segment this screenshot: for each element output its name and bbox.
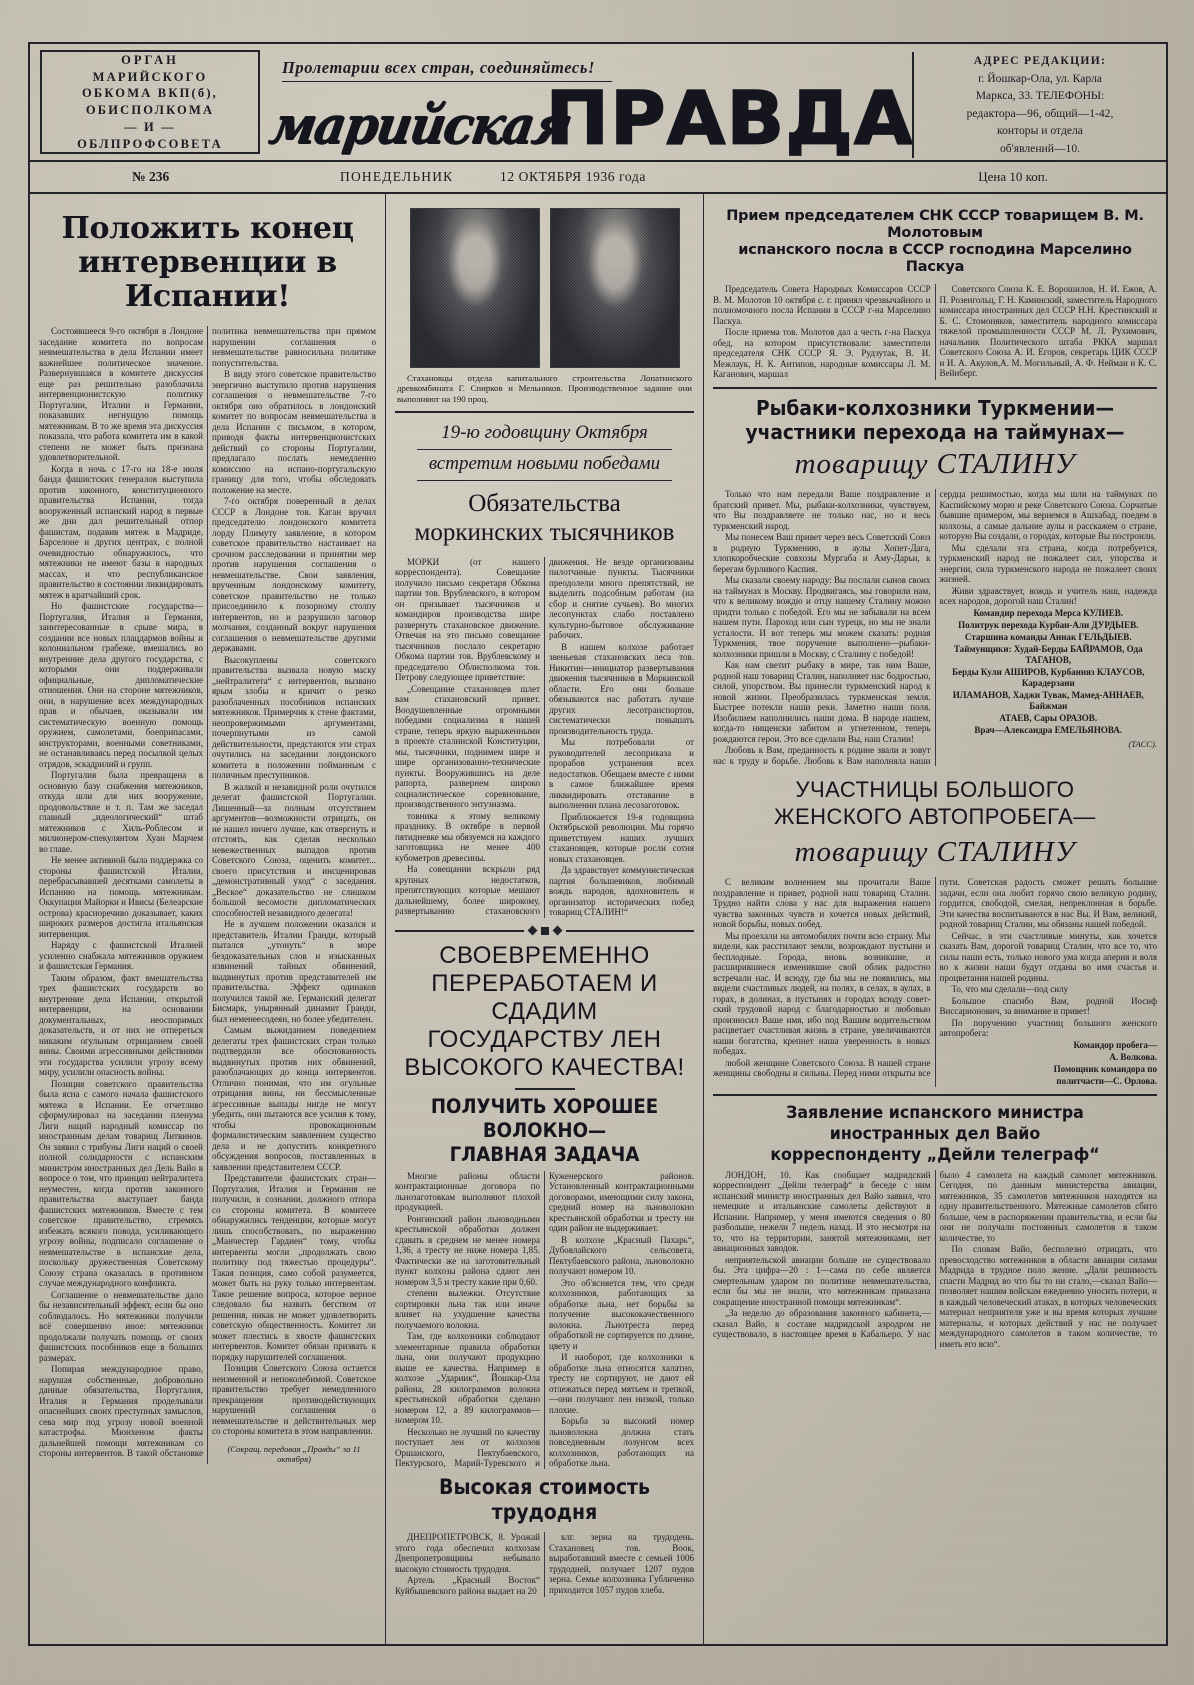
masthead bbox=[30, 44, 1166, 162]
autoprobeg-article-body bbox=[713, 877, 1157, 1087]
paragraph: В нашем колхозе работает звеньевая стахановских леса тов. Никитин—инициатор развертывания движения тысячников в Моркинской области. Его они больше обязываются нас работать лучше других лесотранспортов, систематически повышать производительность труда. bbox=[549, 641, 694, 736]
paragraph: „Совещание стахановцев шлет вам стахановский привет. Воодушевленные огромными победами социализма в нашей стране, теперь яркую выраженными в проекте сталинской Конституции, мы, тысячники, поднимем шире и шире организованно-технические пункты. Вооружившись на деле рапорта, развернем широко социалистическое соревнование, производственного энтузиазма. bbox=[395, 683, 540, 810]
vayo-statement-headline: Заявление испанского министра иностранных дел Вайо корреспонденту „Дейли телеграф“ bbox=[770, 1102, 1100, 1165]
paragraph: То, что мы сделали—под силу bbox=[951, 984, 1069, 994]
trudoden-article-body bbox=[395, 1532, 694, 1597]
flax-subheadline: ПОЛУЧИТЬ ХОРОШЕЕ ВОЛОКНО— ГЛАВНАЯ ЗАДАЧА bbox=[430, 1094, 659, 1166]
price: Цена 10 коп. bbox=[978, 169, 1048, 184]
paragraph: Соглашение о невмешательстве дало бы независительный эффект, если бы оно соблюдалось. Но мятежники получили всё совершенно иное: мятежники продолжали получать помощь от своих фашистских пособников еще в больших размерах. bbox=[39, 1289, 203, 1363]
october-kicker: 19-ю годовщину Октября bbox=[441, 421, 648, 443]
paragraph: Позиция Советского Союза остается неизменной и непоколебимой. Советское правительство требует немедленного прекращения противодействующих нарушений соглашения о невмешательстве и действительных мер со стороны комитета в этом направлении. bbox=[212, 1363, 376, 1436]
paragraph: Попирая международное право, нарушая собственные, добровольно данные обязательства, Португалия, Италия и Германия проделывали опаснейших своих преступных замыслов, сева мир под угрозу новой военной катастрофы. Мюнхеном факты дальнейшей помощи мятежникам со стороны интервентов. В такой обстановке политика невмешательства при прямом нарушении соглашения о невмешательстве равносильна политике попустительства. bbox=[39, 326, 376, 1458]
editorial-address-box bbox=[912, 52, 1156, 158]
trudoden-headline: Высокая стоимость трудодня bbox=[439, 1475, 650, 1525]
autoprobeg-stalin-dedication: товарищу СТАЛИНУ bbox=[794, 836, 1076, 868]
signature: ИЛАМАНОВ, Хаджи Тувак, Мамед-АННАЕВ, Байжман bbox=[952, 689, 1144, 711]
paragraph: В колхозе „Красный Пахарь“, Дубовлайского сельсовета, Пектубаевского района, льноволокно получают номером 10. bbox=[549, 1234, 694, 1277]
organ-line-1: ОРГАН bbox=[121, 52, 179, 67]
slogan: Пролетарии всех стран, соединяйтесь! bbox=[282, 58, 612, 82]
left-column bbox=[30, 194, 386, 1646]
newspaper-title bbox=[258, 74, 914, 162]
paragraph: Только что нам передали Ваше поздравление и братский привет. Мы, рыбаки-колхозники, чувствуем, что Вы поздравляете не только нас, но и весь туркменский народ. bbox=[713, 489, 931, 531]
signature: А. Волкова. bbox=[1109, 1051, 1157, 1062]
paragraph: Советского Союза К. Е. Ворошилов, Н. И. Ежов, А. П. Розенгольц, Г. Н. Каминский, заместитель Народного комиссара иностранных дел СССР Н.Н. Крестинский и Б. С. Стомоняков, заместитель народного комиссара тяжелой промышленности СССР М. Л. Рухимович, начальник Политического штаба РККА маршал Советского Союза А. И. Егоров, секретарь ЦИК СССР и И. А. Акулов,А. М. Могильный, А. Ф. Неймаи и К. С. Вейнберг. bbox=[939, 284, 1157, 378]
paragraph: Там, где колхозники соблюдают элементарные правила обработки льна, они получают продукцию выше ее качества. Например в колхозе „Удариик“, Йошкар-Ола района, 28 килограммов волокна крестьянской обработки сделано номером 12, а 89 килограммов—номером 10. bbox=[395, 1331, 540, 1426]
date-bar bbox=[30, 162, 1166, 194]
organ-line-4: ОБИСПОЛКОМА bbox=[85, 103, 215, 117]
paragraph: клг. зерна на трудодень. Стахановец тов. Воок, выработавший вместе с семьей 1006 трудодней, получает 1207 пудов зерна. Семье колхозника Губличенко приходится 1057 пудов хлеба. bbox=[549, 1532, 694, 1595]
paragraph: Несколько не лучший по качеству поступает лен от колхозов Оршанского, Пектубаевского, Пектурского, Марий-Турекского и Куженерского районов. Установленный контрактационными договорами, имеющими силу закона, средний номер на льноволокно крестьянской обработки и тресту ни один район не выдерживает. bbox=[395, 1170, 694, 1469]
signature: Берды Кули АШИРОВ, Курбанняз КЛАУСОВ, Карадерзани bbox=[952, 666, 1145, 688]
signature: Политрук перехода Курбан-Али ДУРДЫЕВ. bbox=[958, 619, 1139, 630]
ornament-divider bbox=[395, 927, 694, 935]
morki-headline: Обязательства моркинских тысячников bbox=[414, 489, 675, 546]
paragraph: любой женщине Советского Союза. В нашей стране женщины свободны и сильны. Перед ними открыты все пути. Советская радость сможет решать большие задачи, если она любит горячо свою великую родину, гордится, свободой, смелая, непреклонная в борьбе. Эти качества воспитываются в нас Вы. И Вам, великий, родной товарищ Сталин, мы обязаны нашей победой. bbox=[713, 877, 1157, 1078]
autoprobeg-headline: УЧАСТНИЦЫ БОЛЬШОГО ЖЕНСКОГО АВТОПРОБЕГА— bbox=[774, 777, 1096, 829]
divider bbox=[395, 411, 694, 413]
newspaper-sheet bbox=[28, 42, 1168, 1646]
turkmen-article-body bbox=[713, 489, 1157, 766]
paragraph: Большое спасибо Вам, родной Иосиф Виссарионович, за внимание и привет! bbox=[939, 995, 1157, 1016]
center-column bbox=[386, 194, 704, 1646]
paragraph: На совещании вскрыли ряд крупных недостатков, препятствующих которые мешают дальнейшему, более широкому, развертыванию стахановского движения. Не везде организованы пилотчиные пункты. Тысячники преодолели много препятствий, не выделить подсобным работам (на сбор и снятие сучьев). Во многих лесопунктах слабо поставлено культурно-бытовое обслуживание рабочих. bbox=[395, 556, 694, 917]
paragraph: Артель „Красный Восток“ Куйбышевского района выдает на 20 bbox=[395, 1575, 540, 1596]
vayo-article-body bbox=[713, 1170, 1157, 1350]
address-line-5: об'явлений—10. bbox=[999, 142, 1081, 156]
flax-banner-headline: СВОЕВРЕМЕННО ПЕРЕРАБОТАЕМ И СДАДИМ ГОСУДАРСТВУ ЛЕН ВЫСОКОГО КАЧЕСТВА! bbox=[404, 941, 685, 1081]
paragraph: Высокуплены советского правительства вызвала новую маску „нейтралитета“ с интервентов, вызвано ярым злобы и кричит о резко разоблаченных пособников испанских мятежников. Примерчик к стене фактами, неопровержимыми аргументами, почерпнутыми из самой действительности, предстаются эти страх очутились на заседании лондонского комитета в положении пойманным с поличным преступников. bbox=[212, 654, 376, 780]
paragraph: Приближается 19-я годовщина Октябрьской революции. Мы горячо приветствуем наших лучших стахановцев, которые росли сотня новых стахановцев. bbox=[549, 811, 694, 864]
paragraph: По поручению участниц большого женского автопробега: bbox=[939, 1017, 1157, 1038]
divider bbox=[417, 449, 672, 450]
article-source-note: (Сокращ. передовая „Правды“ за 11 октября) bbox=[227, 1443, 361, 1464]
paragraph: В виду этого советское правительство энергично выступило против нарушения соглашения о невмешательстве 7-го октября оно обратилось в лондонский комитет по вопросам невмешательства в дела Испании с письмом, в котором, приводя факты интервенционистских действий со стороны Португалии, предлагало послать немедленно комиссию на испано-португальскую границу для того, чтобы обследовать положение на месте. bbox=[212, 369, 376, 495]
paragraph: Многие районы области контрактационные договора по льнозаготовкам выполняют плохой продукцией. bbox=[395, 1170, 540, 1213]
signature: Помощник командора по bbox=[1053, 1063, 1157, 1074]
turkmen-fishermen-headline: Рыбаки-колхозники Туркмении— участники перехода на таймунах— bbox=[745, 396, 1125, 444]
flax-article-body bbox=[395, 1171, 694, 1470]
address-line-1: г. Йошкар-Ола, ул. Карла bbox=[978, 71, 1102, 85]
address-line-4: конторы и отдела bbox=[997, 124, 1083, 138]
paragraph: И наоборот, где колхозники к обработке льна относятся халатно, тресту не сортируют, не дают ей отлежаться перед мятьем и трепкой,—они получают лен низкой, только плохие. bbox=[549, 1352, 694, 1415]
molotov-reception-headline: Прием председателем СНК СССР товарищем В. М. Молотовым испанского посла в СССР господина Марселино Паскуа bbox=[726, 208, 1144, 275]
paragraph: 7-го октября поверенный в делах СССР в Лондоне тов. Каган вручил председателю лондонского комитета лорду Плимуту заявление, в котором советское правительство настаивает на срочном расследовании и принятии мер против нарушения соглашения о невмешательстве. Свои заявления, врученным лондонскому комитету, советское правительство не только присоединило к позорному столпу интервентов, но и разрушило заговор молчания, созданный вокруг нарушения соглашения о невмешательстве другими державами. bbox=[212, 496, 376, 653]
signature: Старшина команды Аннак ГЕЛЬДЫЕВ. bbox=[964, 631, 1132, 642]
paragraph: Позиция советского правительства была ясна с самого начала фашистского мятежа в Испании. Ее отчетливо сформулировал на заседании пленума Лиги наций народный комиссар по иностранным делам товарищ Литвинов. Он заявил с трибуны Лиги наций о своей полной солидарности с испанским министром иностранных дел Дель Вайо в вопросе о том, что принцип нейтралитета неуместен, когда против законного правительства выступает банда фашистских мятежников. Вместе с тем советское правительство, стремясь избежать всякого повода, усиливающего угрозу войны, подписало соглашение о невмешательстве в испанские дела, поскольку дружественная Советскому Союзу страна оказалась в противном случае международного конфликта. bbox=[39, 1078, 203, 1288]
right-column bbox=[704, 194, 1166, 1646]
divider bbox=[713, 1094, 1157, 1096]
photo-caption: Стахановцы отдела капитального строительства Лопатинского древкомбината Г. Спирков и Мельников. Производственное задание они выполняют на 190 проц. bbox=[397, 373, 692, 404]
paragraph: Когда в ночь с 17-го на 18-е июля банда фашистских генералов выступила против законного, конституционного правительства Испании, тогда вооруженный испанский народ в первые же дни дал решительный отпор фашистам, подавив мятеж в Мадриде, Барселоне и других центрах, с полной очевидностью обнаружилось, что мятежники не имеют базы в народных массах, и что республиканское правительство в состоянии ликвидировать мятеж в кратчайший срок. bbox=[39, 463, 203, 600]
paragraph: Не в лучшем положении оказался и представитель Италии Гранди, который пытался „утонуть“ в море бездоказательных слов и изысканных извинений тайных обвинений, выдвинутых против представителей им правительства. Эффект одинаков получился такой же. Германский делегат Бисмарк, унырянный динамит Гранди, был неменеесодеян, но более убедителен. bbox=[212, 919, 376, 1024]
molotov-article-body bbox=[713, 284, 1157, 380]
paragraph: Самым выжиданием поведением делегаты трех фашистских стран только подтвердили все обоснованность выдвинутых против них обвинений, разоблачающих до конца интервентов. Отлично понимая, что им огульные отрицания вины, ни бессмысленные агрессивные выпады нигде не могут убедить, они пытаются все усилия к тому, чтобы провокационным формалистическим заявлением существо дела и не допустить конкретного обсуждения вопросов, поставленных в заявлении представителем СССР. bbox=[212, 1025, 376, 1172]
paragraph: Живи здравствует, вождь и учитель наш, надежда всех народов, дорогой наш Сталин! bbox=[939, 585, 1157, 606]
organ-line-5: — И — bbox=[124, 119, 176, 134]
paragraph: ДНЕПРОПЕТРОВСК, 8. Урожай этого года обеспечил колхозам Днепропетровщины небывало высокую стоимость трудодня. bbox=[395, 1532, 540, 1574]
divider bbox=[713, 387, 1157, 389]
lead-headline: Положить конец интервенции в Испании! bbox=[61, 211, 354, 314]
paragraph: Мы сказали своему народу: Вы послали сынов своих на таймунах в Москву. Продвигаясь, мы говорили нам, что к великому вождю и отцу нашему Сталину можно придти только с победой. Его мы не забывали на всем нашем пути. Пароход или сын турецк, но мы не знали усталости. И вот теперь мы можем сказать: родная Туркмения, твое поручение выполнено—рыбаки-колхозники пришли в Москву, с Сталину с победой! bbox=[713, 575, 931, 659]
paragraph: Наряду с фашистской Италией усиленно снабжала мятежников оружием и фашистская Германия. bbox=[39, 940, 203, 971]
title-block-part: ПРАВДА bbox=[545, 74, 914, 162]
address-line-3: редактора—96, общий—1-42, bbox=[966, 106, 1114, 120]
organ-line-2: МАРИЙСКОГО bbox=[92, 69, 208, 84]
paragraph: Мы потребовали от руководителей лесоприказа и прорабов устранения всех недостатков. Обещаем вместе с ними в самое ближайшее время ликвидировать отставание в выполнении плана лесозаготовок. bbox=[549, 737, 694, 811]
paragraph: Мы проехали на автомобилях почти всю страну. Мы видели, как расстилают земли, возрождают пустыни и бесплодные. Города, вновь возникшие, и расширившиеся изменившие свой облик радостно встречали нас. И всюду, где бы мы не появились, мы видели счастливых людей, на полях, в селах, в аулах, в горах, в долинах, в пустынях и городах всюду совет-ский трудовой народ с благодарностью и любовью произносил Ваше имя, ибо под Вашим водительством расцветает счастливая жизнь в стране, увеличиваются наши богатства, крепнет наша уверенность в новых победах. bbox=[713, 930, 931, 1056]
paragraph: Сейчас, в эти счастливые минуты, как хочется сказать Вам, дорогой товарищ Сталин, что все то, что силы наши есть, только нового ума когда аперия и воля во к жизни наши будут отданы во имя счастья и процветания нашей родины. bbox=[939, 930, 1157, 983]
paragraph: Не менее активной была поддержка со стороны фашистской Италии, перебрасывавшей десятками самолеты в Испанию на помощь мятежникам. Оккупация Майорки и Ивисы (Белеарские острова) красноречиво доказывает, каких широких размеров достигла итальянская интервенция. bbox=[39, 855, 203, 939]
weekday: ПОНЕДЕЛЬНИК bbox=[340, 169, 454, 184]
title-script-part: марийская bbox=[265, 94, 575, 156]
paragraph: Председатель Совета Народных Комиссаров СССР В. М. Молотов 10 октября с. г. принял чрезвычайного и полномочного посла Испании в СССР г-на Марселино Паскуа. bbox=[713, 284, 931, 326]
signature: политчасти—С. Орлова. bbox=[1056, 1075, 1157, 1086]
paragraph: ЛОНДОН, 10. Как сообщает мадридский корреспондент „Дейли телеграф“ в беседе с ним испанский министр иностранных дел Вайо заявил, что немецкие и итальянские самолеты действуют в Испании. Например, у меня имеются сведения о 80 разбольше, нежели 7 недель назад. И это несмотря на то, что на территории, занятой мятежниками, нет авиационных заводов. bbox=[713, 1169, 931, 1253]
paragraph: Мы сделали эта страна, когда потребуется, туркменский народ не пожалеет сил, упорства и энергии, сила туркменского народа не пожалеет своих жизней. bbox=[939, 542, 1157, 584]
paragraph: Да здравствует коммунистическая партия большевиков, любимый вождь народов, вдохновитель и организатор исторических побед товарищ СТАЛИН!“ bbox=[549, 865, 694, 918]
news-agency-credit: (ТАСС). bbox=[1128, 738, 1157, 749]
paragraph: Но фашистские государства—Португалия, Италия и Германия, заинтересованные в срыве мира, в создании все новых плацдармов войны и колониальном грабеже, вмешались во внутренние дела другого государства, с которыми они поддерживали официальные, дипломатические отношения. Они на стороне мятежников, они, в нарушение всех международных прав и обычаев, оказывали им систематическую военную помощь оружием, самолетами, боеприпасами, инструкторами, военными советниками, не останавливаясь перед посылкой целых отрядов, эскадрилий и групп. bbox=[39, 601, 203, 769]
paragraph: Португалия была превращена в основную базу снабжения мятежников, откуда шли для них вооружение, продовольствие и т. п. Там же заседал главный „идеологический“ штаб мятежников с Хиль-Роблесом и милионером-спекулянтом Хуан Марчем во главе. bbox=[39, 770, 203, 854]
signature: АТАЕВ, Сары ОРАЗОВ. bbox=[999, 712, 1098, 723]
paragraph: Это об'ясняется тем, что среди колхозников, работающих за обработке льна, нет борьбы за получение высококачественного волокна. Льнотреста перед обработкой не сортируется по длине, цвету и bbox=[549, 1277, 694, 1351]
lead-article-body bbox=[39, 326, 376, 1464]
paragraph: Мы понесем Ваш привет через весь Советский Союз в родную Туркмению, в аулы Хопет-Дага, хлопкоробческие совхозы Мургаба и Аму-Дарьи, к берегам бурливого Каспия. bbox=[713, 532, 931, 574]
organ-line-6: ОБЛПРОФСОВЕТА bbox=[77, 136, 223, 151]
divider bbox=[515, 1088, 575, 1090]
paragraph: Ронгинский район льноводными крестьянской обработки должен сдавать в среднем не менее номера 1,36, а тресту не ниже номера 1,85. Фактически же на заготовительный пункт колхозы района сдают лен номером 3,5 и тресту какие при 0,60. bbox=[395, 1213, 540, 1287]
paragraph: Таким образом, факт вмешательства трех фашистских государств во внутренние дела Испании, открытой интервенции, на основании документальных, неоспоримых доказательств, и от них не отпереться никаким огульным отрицанием своей вины. Своими агрессивными действиями эти государства усилили угрозу всему миру, усилили опасность войны. bbox=[39, 972, 203, 1077]
paragraph: Как нам светит рыбаку в мире, так ним Ваше, родной наш товарищ Сталин, наполняет нас бодростью, силой, упорством. Вы принесли туркменский народ к новой жизни. Преобразилась туркменская земля. Быстрее потекли наши реки. Заметно наши поля. Изобилием наполнились наши дома. В народе нашем, когда-то нищенски забитом и угнетенном, теперь рождаются герои. Это все сделали Вы, наш Сталин! bbox=[713, 660, 931, 744]
october-kicker-line2: встретим новыми победами bbox=[428, 452, 661, 474]
paragraph: Представители фашистских стран—Португалия, Италия и Германия не получили, в сознании, должного отпора со стороны комитета. В комитете обнаружились тенденции, которые могут лишь способствовать, по выражению „Манчестер Гардиен“ тому, чтобы интервенты могли „продолжать свою политику под тяжестью процедуры“. Такая позиция, само собой разумеется, может быть на руку только интервентам. Такое решение вопроса, которое верное следовало бы назвать бегством от решения, никак не может удовлетворить советскую общественность. Комитет ли может плестись в хвосте фашистских интервентов. Комитет обязан призвать к порядку нарушителей соглашения. bbox=[212, 1173, 376, 1362]
address-title: АДРЕС РЕДАКЦИИ: bbox=[973, 54, 1107, 67]
signature: Командор пробега— bbox=[1073, 1039, 1157, 1050]
paragraph: После приема тов. Молотов дал а честь г-на Паскуа обед, на котором присутствовали: заместители председателя СНК СССР Я. Э. Рудзутак, В. И. Межлаук, Н. К. Антипов, народные комиссары Л. М. Каганович, маршал bbox=[713, 327, 931, 379]
organ-line-3: ОБКОМА ВКП(б), bbox=[81, 86, 219, 101]
paragraph: неприятельской авиации больше не существовало бы. Эта цифра—20 : 1—сама по себе является смертельным ударом по политике невмешательства, если бы мы не знали, что мятежникам приказана сокращение иностранной помощи мятежникам“. bbox=[713, 1254, 931, 1307]
paragraph: По словам Вайо, бесполезно отрицать, что превосходство мятежников в области авиации силами Мадрида в трудное поло жение. „Дали решимость спасти Мадрид во что бы то ни стало,—сказал Вайо—позволяет нашим войскам ежедневно уносить потери, и в каждый человеческий атаках, в которых человеческих материал неприятеля уже и вы время которых лучшие материалы, и которых действий у нас не получает международного самолетов в таком количестве, то иметь его всю“. bbox=[939, 1244, 1157, 1349]
paragraph: Любовь к Вам, преданность к родине звали и зовут нас к труду и борьбе. Любовь к Вам наполняла наши сердца решимостью, когда мы шли на таймунах по Каспийскому морю и реке Советского Союза. Сорчатые бывшие примером, мы вернемся в Ашхабад, поедем в колхозы, а самые дальние аулы и расскажем о стране, которую Вы создали, о городах, которые Вы построили. bbox=[713, 489, 1157, 766]
photo-stakhanovite-spirkov bbox=[410, 208, 540, 368]
paragraph: товника к этому великому празднику. В октябре в первой пятидневке мы обязуемся на каждого заготовщика не менее 400 кубометров древесины. bbox=[395, 810, 540, 863]
issue-number: № 236 bbox=[132, 169, 170, 184]
paragraph: МОРКИ (от нашего корреспондента). Совещание получило письмо секретаря Обкома партии тов. Врублевского, в котором он призывает тысячников и командиров производства шире развернуть стахановское движение. Отвечая на это письмо совещание тысячников послало секретарю Обкома партии тов. Врублевскому и председателю Облисполкома тов. Петрову следующее приветствие: bbox=[395, 556, 540, 683]
paragraph: степени вылежки. Отсутствие сортировки льна так или иначе влияет на ухудшение качества получаемого волокна. bbox=[395, 1288, 540, 1330]
paragraph: С великим волнением мы прочитали Ваше поздравление и привет, родной наш товарищ Сталин. Трудно найти слова у нас для выражения нашего чувства законных чувств и хочется новых действий, новой борьбы, новых побед. bbox=[713, 877, 931, 929]
organ-box bbox=[40, 50, 260, 154]
paragraph: Состоявшееся 9-го октября в Лондоне заседание комитета по вопросам невмешательства в дела Испании имеет важнейшее политическое значение. Развернувшаяся в комитете дискуссия еще раз решительно разоблачила интервенционистскую политику Португалии, Италии и Германии, показавших негнущую помощь мятежникам. В то же время эта дискуссия показала, что работа комитета им в какой степени не может быть признана удовлетворительной. bbox=[39, 326, 203, 462]
address-line-2: Маркса, 33. ТЕЛЕФОНЫ: bbox=[975, 89, 1105, 103]
signature: Командир перехода Мерса КУЛИЕВ. bbox=[973, 607, 1124, 618]
morki-article-body bbox=[395, 557, 694, 918]
photo-group bbox=[395, 208, 694, 368]
turkmen-stalin-dedication: товарищу СТАЛИНУ bbox=[794, 448, 1076, 480]
paragraph: Борьба за высокий номер льноволокна должна стать повседневным лозунгом всех колхозников, работающих на обработке льна. bbox=[549, 1416, 694, 1469]
divider bbox=[417, 480, 672, 481]
signature: Таймунщики: Худай-Берды БАЙРАМОВ, Ода ТАГАНОВ, bbox=[953, 643, 1143, 665]
paragraph: В жалкой и незавидной роли очутился делегат фашистской Португалии. Лишенный—за полным отсутствием аргументов—возможности отрицать, он не нашел ничего лучше, как отвергнуть и отстоять, как сделав несколько невежественных выпадов против Советского Союза, оценить комитет... своего присутствия и инсценировав „демонстративный уход“ с заседания. „Веское“ доказательство не слишком большой весомости дипломатических способностей незавидного делегата! bbox=[212, 781, 376, 918]
columns-container bbox=[30, 194, 1166, 1646]
photo-stakhanovite-melnikov bbox=[550, 208, 680, 368]
signature: Врач—Александра ЕМЕЛЬЯНОВА. bbox=[974, 724, 1123, 735]
issue-date: 12 ОКТЯБРЯ 1936 года bbox=[500, 169, 646, 184]
paragraph: „За неделю до образования законного кабинета,—сказал Вайо, в составе мадридской аэродром не существовало, в настоящее время в Кабальеро. У нас было 4 самолета на каждый самолет мятежников. Сегодня, по данным министерства авиации, мятежников, 35 самолетов мятежников находятся на одну правительственного. Мятежные самолетов сбито больше, чем в распоряжении правительства, и если бы они не получали постоянных самолетов в таком количестве, то bbox=[713, 1169, 1157, 1339]
